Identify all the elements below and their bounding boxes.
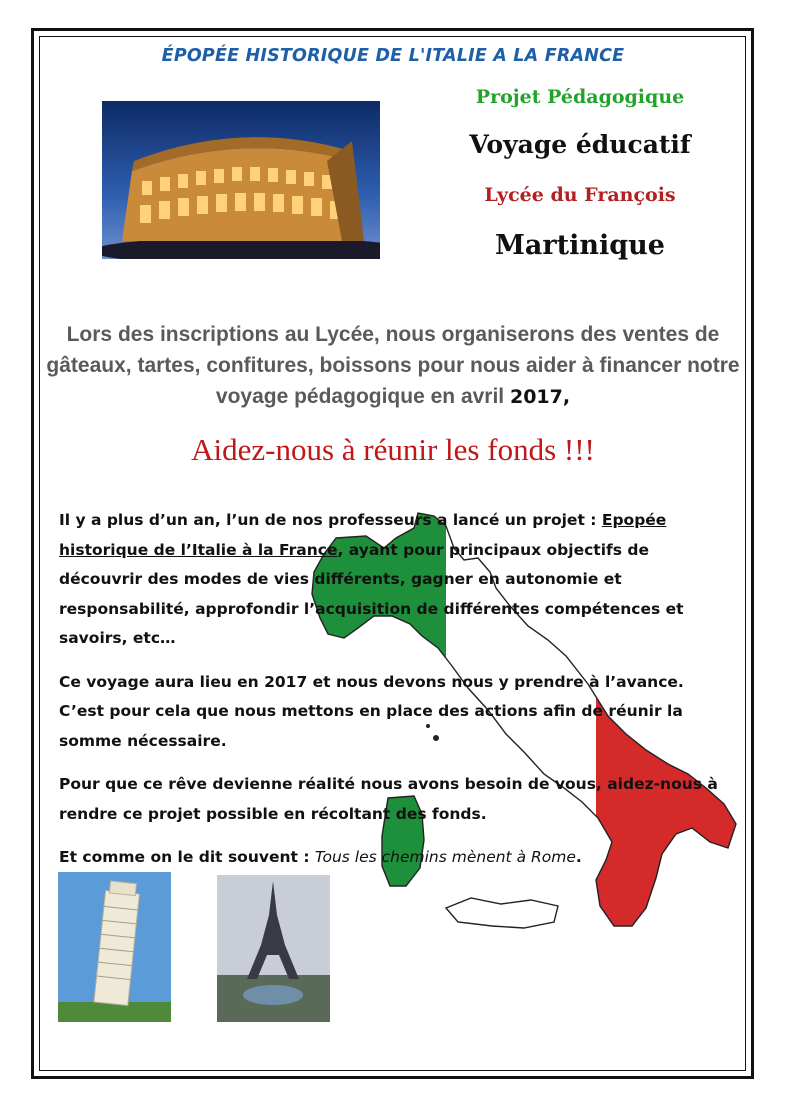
project-link: Epopée historique de l’Italie à la France [59, 511, 667, 559]
p1-start: Il y a plus d’un an, l’un de nos professeurs a lancé un projet : [59, 511, 602, 529]
slogan: Aidez-nous à réunir les fonds !!! [191, 432, 595, 467]
intro-text: Lors des inscriptions au Lycée, nous organiserons des ventes de gâteaux, tartes, confitures, boissons pour nous aider à financer notre voyage pédagogique en avril [46, 323, 740, 408]
intro-paragraph [40, 319, 746, 413]
page-title: ÉPOPÉE HISTORIQUE DE L'ITALIE A LA FRANCE [161, 46, 625, 66]
colosseum-image [102, 101, 380, 259]
p4-start: Et comme on le dit souvent : [59, 848, 315, 866]
paragraph-4 [59, 843, 719, 873]
voyage-label: Voyage éducatif [469, 130, 691, 159]
pisa-tower-image [58, 872, 171, 1022]
paragraph-3: Pour que ce rêve devienne réalité nous avons besoin de vous, aidez-nous à rendre ce projet possible en récoltant des fonds. [59, 775, 718, 823]
projet-label: Projet Pédagogique [475, 86, 685, 108]
eiffel-tower-image [217, 875, 330, 1022]
p4-end: . [575, 848, 582, 866]
lycee-label: Lycée du François [484, 184, 676, 206]
body-text [59, 506, 719, 887]
paragraph-2: Ce voyage aura lieu en 2017 et nous devons nous y prendre à l’avance. C’est pour cela que nous mettons en place des actions afin de réunir la somme nécessaire. [59, 672, 684, 750]
paragraph-1 [59, 506, 719, 654]
p1-end: , ayant pour principaux objectifs de découvrir des modes de vies différents, gagner en autonomie et responsabilité, approfondir l’acquisition de différentes compétences et savoirs, etc… [59, 540, 684, 647]
location-label: Martinique [495, 230, 665, 261]
intro-year: 2017, [509, 386, 571, 408]
proverb: Tous les chemins mènent à Rome [314, 848, 576, 866]
